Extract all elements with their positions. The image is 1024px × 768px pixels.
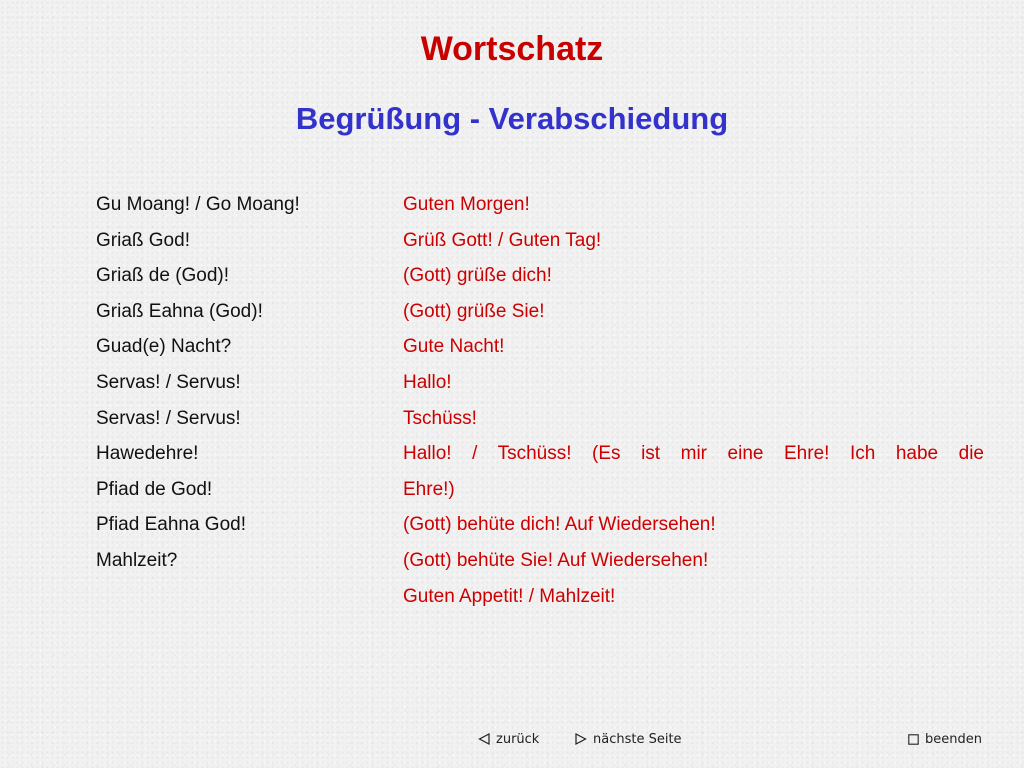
- dialect-phrase: Servas! / Servus!: [96, 371, 241, 393]
- translation-phrase: Ehre!): [403, 478, 455, 500]
- translation-phrase: Hallo!: [403, 371, 452, 393]
- translation-phrase: (Gott) grüße dich!: [403, 265, 552, 287]
- dialect-phrase: Mahlzeit?: [96, 549, 178, 571]
- dialect-phrase: Guad(e) Nacht?: [96, 336, 232, 358]
- dialect-phrase: Pfiad de God!: [96, 478, 213, 500]
- next-page-label: nächste Seite: [593, 731, 682, 747]
- translation-phrase: Guten Appetit! / Mahlzeit!: [403, 585, 616, 607]
- triangle-right-outline-icon: [575, 733, 587, 745]
- square-outline-icon: [908, 734, 919, 745]
- translation-phrase: Gute Nacht!: [403, 336, 505, 358]
- page-title: Wortschatz: [420, 30, 604, 68]
- page-subtitle: Begrüßung - Verabschiedung: [295, 101, 729, 136]
- back-label: zurück: [496, 731, 540, 747]
- dialect-phrase: Griaß God!: [96, 229, 190, 251]
- triangle-left-outline-icon: [478, 733, 490, 745]
- quit-button[interactable]: [908, 729, 982, 749]
- dialect-phrase-list: [96, 187, 386, 579]
- translation-phrase: (Gott) grüße Sie!: [403, 300, 545, 322]
- translation-phrase: Tschüss!: [403, 407, 477, 429]
- dialect-phrase: Servas! / Servus!: [96, 407, 241, 429]
- quit-label: beenden: [925, 731, 982, 747]
- dialect-phrase: Pfiad Eahna God!: [96, 514, 246, 536]
- translation-phrase: Hallo! / Tschüss! (Es ist mir eine Ehre! Ich habe die: [403, 443, 984, 465]
- translation-phrase: (Gott) behüte Sie! Auf Wiedersehen!: [403, 549, 709, 571]
- translation-list: [403, 187, 984, 614]
- translation-phrase: Grüß Gott! / Guten Tag!: [403, 229, 602, 251]
- back-button[interactable]: [478, 729, 539, 749]
- dialect-phrase: Gu Moang! / Go Moang!: [96, 194, 300, 215]
- dialect-phrase: Griaß de (God)!: [96, 265, 230, 287]
- dialect-phrase: Hawedehre!: [96, 443, 199, 465]
- dialect-phrase: Griaß Eahna (God)!: [96, 300, 263, 322]
- translation-phrase: (Gott) behüte dich! Auf Wiedersehen!: [403, 514, 716, 536]
- translation-phrase: Guten Morgen!: [403, 194, 530, 215]
- next-page-button[interactable]: [575, 729, 682, 749]
